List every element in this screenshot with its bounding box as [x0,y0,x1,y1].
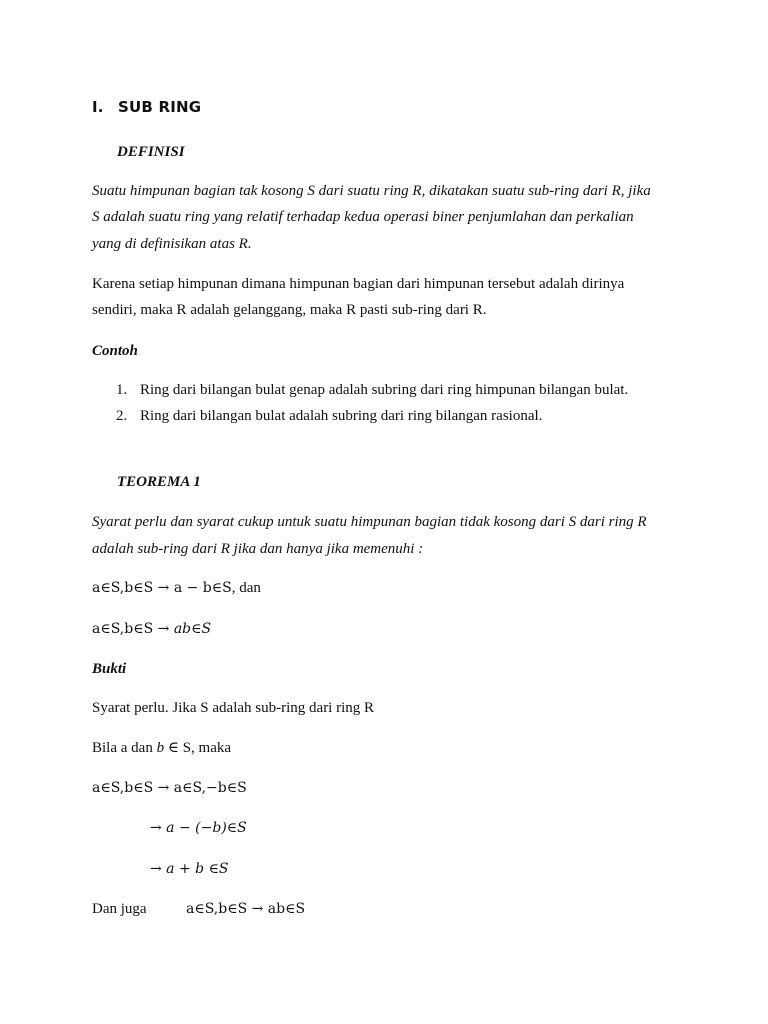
definisi-line-1: Suatu himpunan bagian tak kosong S dari suatu ring R, dikatakan suatu sub-ring dari R, jika [92,183,651,199]
definisi-label: DEFINISI [117,144,185,160]
proof-step-3: → a + b ∈S [150,861,229,877]
bukti-line-2-post: S, maka [178,740,232,756]
definisi-line-2: S adalah suatu ring yang relatif terhadap kedua operasi biner penjumlahan dan perkalian [92,209,634,225]
bukti-line-1: Syarat perlu. Jika S adalah sub-ring dari ring R [92,700,375,716]
bukti-line-2 [92,738,231,758]
dan-juga-math: a∈S,b∈S → ab∈S [186,901,306,917]
condition-2 [92,619,211,639]
condition-1-lhs: a∈S,b∈S → [92,580,174,596]
section-number: I. [92,98,104,116]
section-title: SUB RING [118,98,202,116]
teorema-label: TEOREMA 1 [117,474,201,490]
condition-1-rhs: a − b∈S [173,580,232,596]
list-item-text: Ring dari bilangan bulat genap adalah subring dari ring himpunan bilangan bulat. [140,382,629,398]
definisi-line-3: yang di definisikan atas R. [92,236,252,252]
karena-line-1: Karena setiap himpunan dimana himpunan bagian dari himpunan tersebut adalah dirinya [92,276,625,292]
proof-step-2: → a − (−b)∈S [150,820,247,836]
list-item-number: 2. [116,408,128,424]
section-heading [92,97,201,117]
proof-step-1: a∈S,b∈S → a∈S,−b∈S [92,780,247,796]
bukti-line-2-var: b ∈ [156,740,179,756]
karena-line-2: sendiri, maka R adalah gelanggang, maka R pasti sub-ring dari R. [92,302,487,318]
list-item-number: 1. [116,382,128,398]
condition-2-lhs: a∈S,b∈S → [92,621,174,637]
list-item-text: Ring dari bilangan bulat adalah subring dari ring bilangan rasional. [140,408,543,424]
condition-1-suffix: , dan [231,580,261,596]
condition-2-rhs: ab∈S [173,621,212,637]
list-item [116,406,542,426]
list-item [116,380,628,400]
bukti-line-2-pre: Bila a dan [92,740,157,756]
bukti-label: Bukti [92,661,127,677]
teorema-line-2: adalah sub-ring dari R jika dan hanya jika memenuhi : [92,541,424,557]
teorema-line-1: Syarat perlu dan syarat cukup untuk suatu himpunan bagian tidak kosong dari S dari ring R [92,514,647,530]
contoh-label: Contoh [92,343,138,359]
condition-1 [92,578,261,598]
dan-juga-label: Dan juga [92,901,147,917]
